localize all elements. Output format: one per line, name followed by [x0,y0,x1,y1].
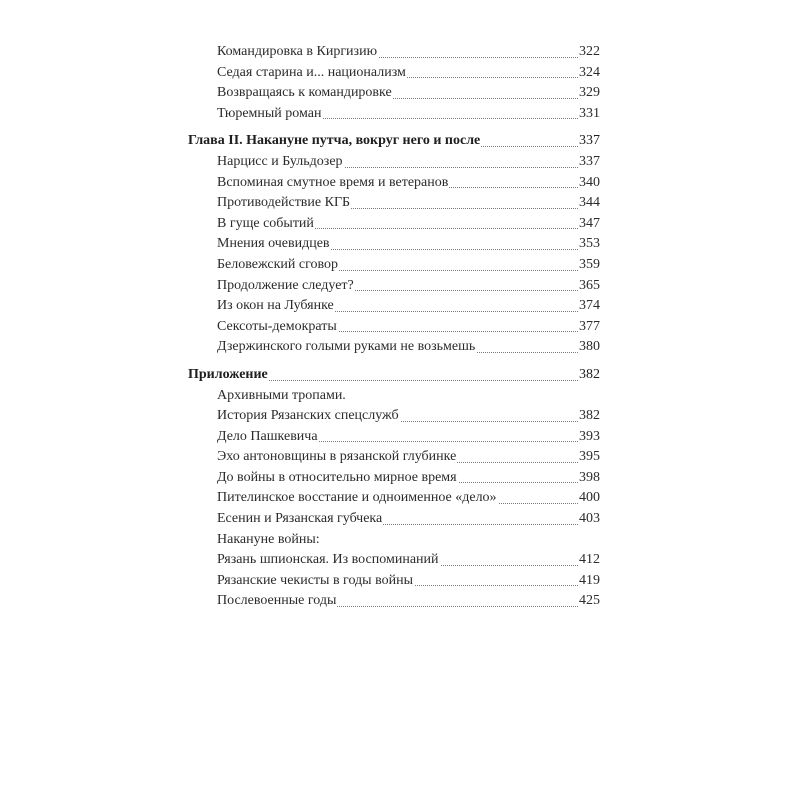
toc-entry [188,337,600,358]
toc-entry-page-number: 331 [578,104,600,125]
toc-entry-title: В гуще событий [217,215,314,231]
toc-entry-page-number: 365 [578,276,600,297]
toc-entry-title: Приложение [188,366,268,382]
toc-entry-title: Архивными тропами. [217,387,346,403]
toc-entry [188,509,600,530]
toc-entry [188,63,600,84]
toc-entry-title: История Рязанских спецслужб [217,408,399,424]
toc-entry-page-number: 412 [578,550,600,571]
toc-entry [188,255,600,276]
toc-chapter-entry [188,365,600,386]
toc-entry-title: Продолжение следует? [217,277,354,293]
toc-entry [188,488,600,509]
toc-entry-title: Накануне войны: [217,531,320,547]
toc-entry [188,427,600,448]
toc-entry-page-number: 337 [578,152,600,173]
toc-entry-page-number: 419 [578,571,600,592]
toc-entry-title: Нарцисс и Бульдозер [217,153,343,169]
toc-entry [188,193,600,214]
toc-entry [188,104,600,125]
toc-entry-page-number: 344 [578,193,600,214]
toc-entry-title: Эхо антоновщины в рязанской глубинке [217,449,457,465]
toc-entry-title: Командировка в Киргизию [217,44,378,59]
table-of-contents [188,42,600,612]
toc-entry-page-number: 403 [578,509,600,530]
toc-entry [188,317,600,338]
toc-entry [188,468,600,489]
toc-entry-page-number: 382 [578,406,600,427]
toc-entry-title: Из окон на Лубянке [217,298,334,314]
toc-entry-page-number: 340 [578,173,600,194]
toc-entry-title: Рязань шпионская. Из воспоминаний [217,552,439,568]
toc-entry-page-number: 353 [578,234,600,255]
toc-entry-page-number: 398 [578,468,600,489]
toc-entry-page-number: 395 [578,447,600,468]
toc-entry-title: Мнения очевидцев [217,236,330,252]
toc-entry [188,234,600,255]
toc-entry-page-number: 359 [578,255,600,276]
toc-entry-title: Глава II. Накануне путча, вокруг него и после [188,133,481,149]
toc-chapter-entry [188,131,600,152]
toc-entry-title: До войны в относительно мирное время [217,469,457,485]
toc-entry [188,447,600,468]
toc-entry-page-number: 400 [578,488,600,509]
toc-entry [188,571,600,592]
toc-entry [188,530,600,551]
toc-entry-title: Седая старина и... национализм [217,64,406,80]
toc-entry-title: Есенин и Рязанская губчека [217,511,383,527]
toc-entry-page-number: 337 [578,131,600,152]
toc-entry-title: Пителинское восстание и одноименное «дело» [217,490,497,506]
toc-entry [188,591,600,612]
toc-entry-page-number: 425 [578,591,600,612]
toc-entry-page-number: 380 [578,337,600,358]
toc-entry-page-number: 377 [578,317,600,338]
toc-entry-title: Дзержинского голыми руками не возьмешь [217,339,476,355]
toc-entry-page-number: 393 [578,427,600,448]
toc-entry-title: Вспоминая смутное время и ветеранов [217,174,449,190]
toc-entry-title: Тюремный роман [217,105,322,121]
toc-entry-page-number: 374 [578,296,600,317]
toc-entry-title: Противодействие КГБ [217,195,351,211]
toc-entry-title: Сексоты-демократы [217,318,337,334]
toc-entry [188,550,600,571]
toc-entry [188,83,600,104]
toc-entry-page-number: 329 [578,83,600,104]
toc-entry [188,152,600,173]
toc-entry [188,214,600,235]
toc-entry-page-number: 347 [578,214,600,235]
toc-entry [188,296,600,317]
toc-entry [188,42,600,63]
toc-entry-title: Послевоенные годы [217,593,337,609]
toc-entry-page-number: 382 [578,365,600,386]
toc-entry-title: Возвращаясь к командировке [217,85,392,101]
toc-entry-page-number: 322 [578,42,600,63]
toc-entry [188,276,600,297]
toc-entry-title: Дело Пашкевича [217,428,318,444]
toc-entry-title: Беловежский сговор [217,256,339,272]
toc-entry-page-number: 324 [578,63,600,84]
toc-entry [188,173,600,194]
toc-entry-title: Рязанские чекисты в годы войны [217,572,413,588]
toc-entry [188,406,600,427]
toc-entry [188,386,600,407]
